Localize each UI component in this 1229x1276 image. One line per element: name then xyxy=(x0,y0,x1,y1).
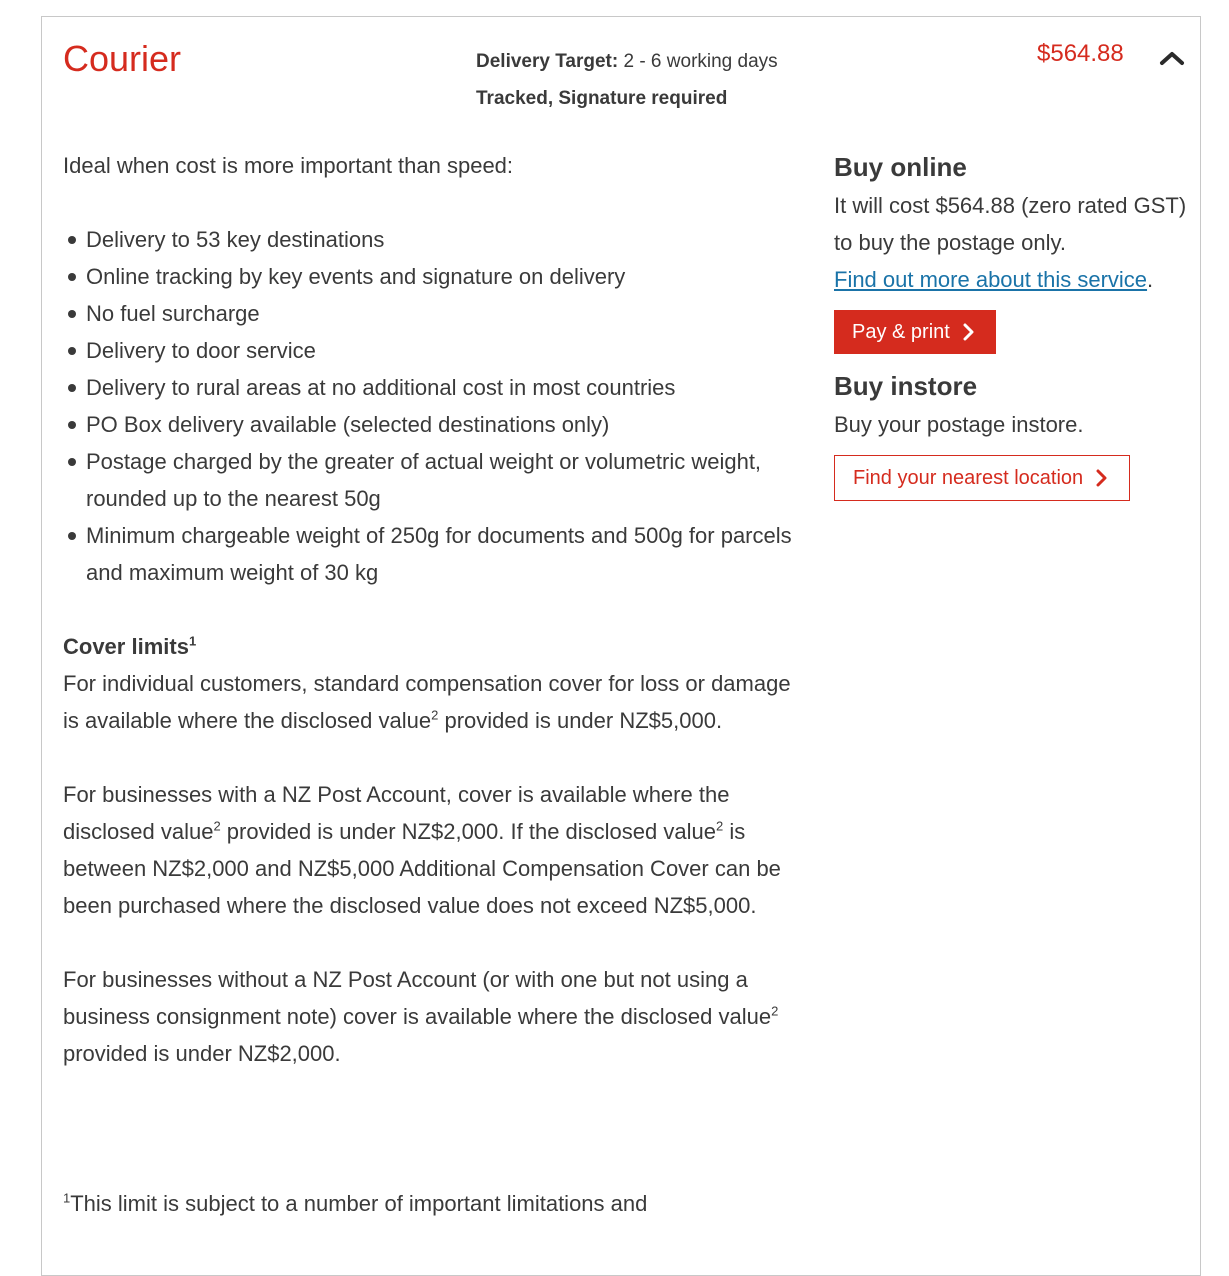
service-price: $564.88 xyxy=(1037,40,1124,67)
delivery-target-label: Delivery Target: xyxy=(476,51,619,72)
paragraph-text: For businesses with a NZ Post Account, cover is available where the disclosed value xyxy=(63,782,730,844)
paragraph-text: is between NZ$2,000 and NZ$5,000 Additional Compensation Cover can be been purchased where the disclosed value does not exceed NZ$5,000. xyxy=(63,819,781,918)
details-intro: Ideal when cost is more important than speed: xyxy=(63,153,514,178)
collapse-toggle[interactable] xyxy=(1158,47,1186,69)
cover-paragraph-business-account xyxy=(63,776,803,924)
footnote xyxy=(63,1185,647,1222)
footnote-marker: 2 xyxy=(213,818,221,834)
delivery-target-value: 2 - 6 working days xyxy=(618,51,778,72)
buy-online-heading: Buy online xyxy=(834,152,967,182)
pay-and-print-button[interactable] xyxy=(834,310,996,354)
list-item: PO Box delivery available (selected destinations only) xyxy=(86,406,803,443)
pay-and-print-label: Pay & print xyxy=(852,320,950,343)
list-item: Delivery to door service xyxy=(86,332,803,369)
paragraph-text: provided is under NZ$2,000. xyxy=(63,1041,341,1066)
service-title: Courier xyxy=(63,38,182,79)
find-nearest-location-button[interactable] xyxy=(834,455,1130,501)
feature-list xyxy=(63,221,803,591)
list-item: Minimum chargeable weight of 250g for documents and 500g for parcels and maximum weight of 30 kg xyxy=(86,517,803,591)
cover-limits-heading xyxy=(63,628,803,665)
courier-service-card xyxy=(41,16,1201,1276)
find-out-more-link[interactable]: Find out more about this service xyxy=(834,267,1148,292)
footnote-marker: 1 xyxy=(188,633,197,649)
footnote-marker: 2 xyxy=(431,707,439,723)
tracking-info xyxy=(476,80,778,117)
delivery-info xyxy=(476,43,778,117)
cover-heading-text: Cover limits xyxy=(63,634,189,659)
link-suffix: . xyxy=(1147,267,1154,292)
buy-instore-text: Buy your postage instore. xyxy=(834,412,1084,437)
cover-paragraph-individual xyxy=(63,665,803,739)
delivery-target xyxy=(476,43,778,80)
paragraph-text: For individual customers, standard compensation cover for loss or damage is available where the disclosed value xyxy=(63,671,791,733)
find-location-label: Find your nearest location xyxy=(853,466,1084,489)
service-info-link-line xyxy=(834,261,1194,298)
list-item: Postage charged by the greater of actual weight or volumetric weight, rounded up to the nearest 50g xyxy=(86,443,803,517)
chevron-up-icon xyxy=(1158,47,1186,69)
paragraph-text: provided is under NZ$5,000. xyxy=(438,708,723,733)
footnote-marker: 2 xyxy=(715,818,724,834)
list-item: No fuel surcharge xyxy=(86,295,803,332)
footnote-text: This limit is subject to a number of important limitations and xyxy=(70,1191,648,1216)
buy-instore-heading: Buy instore xyxy=(834,371,978,401)
chevron-right-icon xyxy=(1095,469,1107,487)
footnote-marker: 1 xyxy=(63,1190,71,1206)
list-item: Delivery to 53 key destinations xyxy=(86,221,803,258)
buy-online-text: It will cost $564.88 (zero rated GST) to buy the postage only. xyxy=(834,193,1187,255)
list-item: Online tracking by key events and signature on delivery xyxy=(86,258,803,295)
cover-paragraph-business-no-account xyxy=(63,961,803,1072)
tracking-label: Tracked, Signature required xyxy=(476,88,728,109)
footnote-marker: 2 xyxy=(771,1003,779,1019)
list-item: Delivery to rural areas at no additional cost in most countries xyxy=(86,369,803,406)
service-details xyxy=(63,147,803,1072)
chevron-right-icon xyxy=(962,323,974,341)
purchase-options xyxy=(834,147,1194,501)
paragraph-text: For businesses without a NZ Post Account (or with one but not using a business consignment note) cover is available where the disclosed value xyxy=(63,967,772,1029)
paragraph-text: provided is under NZ$2,000. If the disclosed value xyxy=(220,819,716,844)
